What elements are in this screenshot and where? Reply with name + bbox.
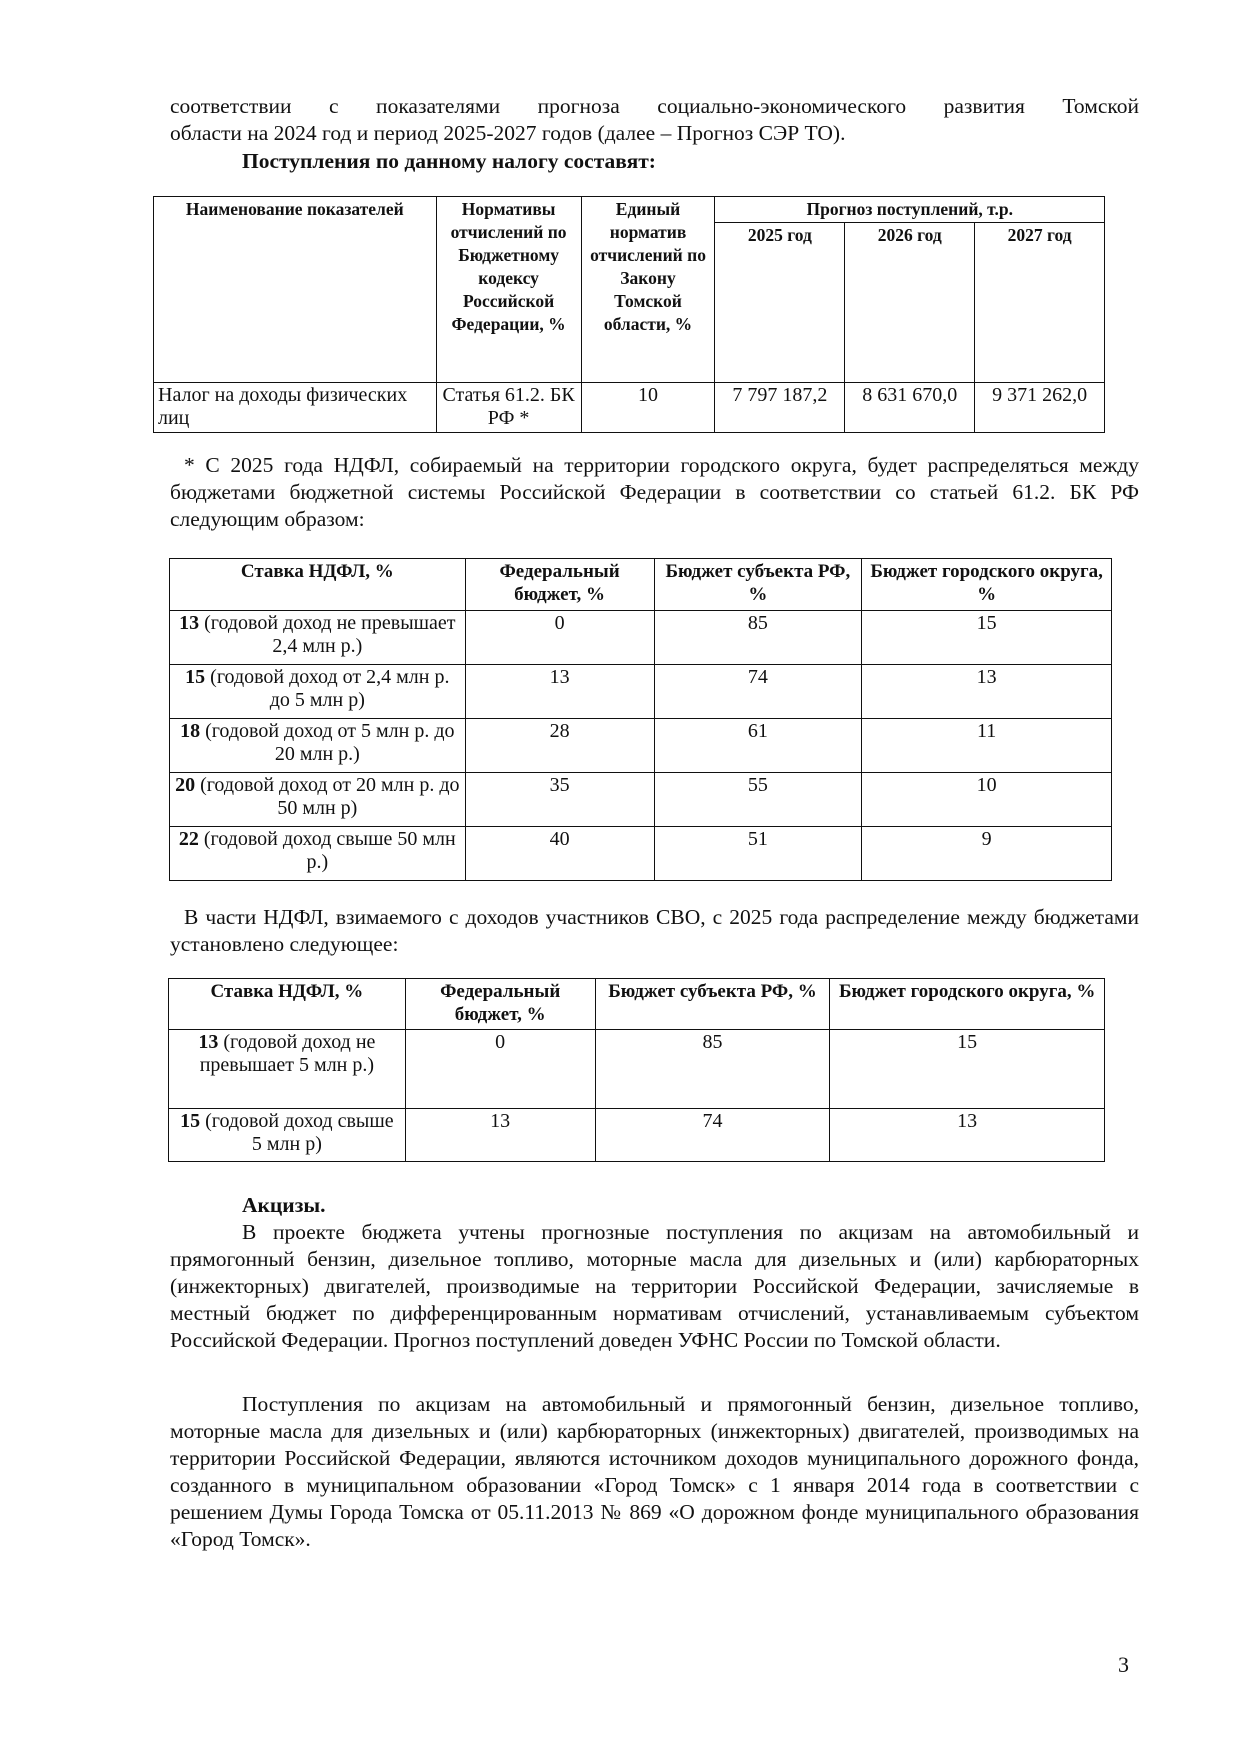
header-name: Наименование показателей (154, 197, 437, 383)
section-heading-ndfl: Поступления по данному налогу составят: (242, 149, 656, 173)
header-norm-law: Единый норматив отчислений по Закону Томской области, % (581, 197, 715, 383)
rate-description: (годовой доход от 20 млн р. до 50 млн р) (195, 774, 460, 819)
row-value-2026: 8 631 670,0 (845, 383, 975, 433)
header-norm-bk: Нормативы отчислений по Бюджетному кодексу Российской Федерации, % (436, 197, 581, 383)
rate-description: (годовой доход свыше 5 млн р) (200, 1110, 394, 1155)
city-share: 9 (862, 827, 1112, 881)
table-row (170, 719, 1112, 773)
header-city: Бюджет городского округа, % (830, 979, 1105, 1030)
header-forecast: Прогноз поступлений, т.р. (715, 197, 1105, 223)
rate-value: 22 (178, 828, 199, 850)
header-federal: Федеральный бюджет, % (465, 559, 654, 611)
header-subject: Бюджет субъекта РФ, % (595, 979, 830, 1030)
header-year-2026: 2026 год (845, 223, 975, 383)
rate-value: 15 (185, 666, 206, 688)
rate-value: 20 (175, 774, 196, 796)
header-federal: Федеральный бюджет, % (405, 979, 595, 1030)
section-heading-excise: Акцизы. (242, 1193, 326, 1217)
federal-share: 13 (405, 1109, 595, 1162)
city-share: 15 (830, 1030, 1105, 1109)
table-row (170, 773, 1112, 827)
city-share: 15 (862, 611, 1112, 665)
rate-description: (годовой доход не превышает 5 млн р.) (199, 1031, 376, 1076)
federal-share: 0 (405, 1030, 595, 1109)
city-share: 11 (862, 719, 1112, 773)
subject-share: 51 (654, 827, 862, 881)
table-row (154, 383, 1105, 433)
svo-distribution-table (168, 978, 1105, 1162)
federal-share: 0 (465, 611, 654, 665)
table-row (170, 611, 1112, 665)
table-row (170, 827, 1112, 881)
page-number: 3 (1118, 1652, 1129, 1677)
header-subject: Бюджет субъекта РФ, % (654, 559, 862, 611)
row-norm-bk: Статья 61.2. БК РФ * (436, 383, 581, 433)
header-year-2025: 2025 год (715, 223, 845, 383)
city-share: 10 (862, 773, 1112, 827)
subject-share: 61 (654, 719, 862, 773)
ndfl-distribution-table (169, 558, 1112, 881)
excise-paragraph-1: В проекте бюджета учтены прогнозные поступления по акцизам на автомобильный и прямогонный бензин, дизельное топливо, моторные масла для дизельных и (или) карбюраторных (инжекторных) двигателей, производимые на территории Российской Федерации, зачисляемые в местный бюджет по дифференцированным нормативам отчислений, устанавливаемым субъектом Российской Федерации. Прогноз поступлений доведен УФНС России по Томской области. (170, 1220, 1139, 1352)
row-value-2027: 9 371 262,0 (975, 383, 1105, 433)
subject-share: 74 (595, 1109, 830, 1162)
rate-description: (годовой доход свыше 50 млн р.) (198, 828, 456, 873)
rate-value: 18 (180, 720, 201, 742)
subject-share: 55 (654, 773, 862, 827)
row-name: Налог на доходы физических лиц (154, 383, 437, 433)
city-share: 13 (862, 665, 1112, 719)
city-share: 13 (830, 1109, 1105, 1162)
subject-share: 85 (595, 1030, 830, 1109)
rate-description: (годовой доход не превышает 2,4 млн р.) (199, 612, 456, 657)
rate-value: 13 (179, 612, 200, 634)
intro-line-1: соответствии с показателями прогноза социально-экономического развития Томской (170, 94, 1139, 118)
table-row (169, 1030, 1105, 1109)
table-row (169, 1109, 1105, 1162)
header-rate: Ставка НДФЛ, % (169, 979, 406, 1030)
svo-text: В части НДФЛ, взимаемого с доходов участников СВО, с 2025 года распределение между бюджетами установлено следующее: (170, 905, 1139, 956)
federal-share: 35 (465, 773, 654, 827)
intro-line-2: области на 2024 год и период 2025-2027 годов (далее – Прогноз СЭР ТО). (170, 121, 846, 145)
row-value-2025: 7 797 187,2 (715, 383, 845, 433)
rate-description: (годовой доход от 5 млн р. до 20 млн р.) (200, 720, 455, 765)
header-city: Бюджет городского округа, % (862, 559, 1112, 611)
federal-share: 13 (465, 665, 654, 719)
federal-share: 40 (465, 827, 654, 881)
table-row (170, 665, 1112, 719)
federal-share: 28 (465, 719, 654, 773)
rate-value: 13 (198, 1031, 219, 1053)
rate-value: 15 (180, 1110, 201, 1132)
subject-share: 74 (654, 665, 862, 719)
row-norm-law: 10 (581, 383, 715, 433)
rate-description: (годовой доход от 2,4 млн р. до 5 млн р) (205, 666, 450, 711)
header-rate: Ставка НДФЛ, % (170, 559, 466, 611)
excise-paragraph-2: Поступления по акцизам на автомобильный и прямогонный бензин, дизельное топливо, моторные масла для дизельных и (или) карбюраторных (инжекторных) двигателей, производимых на территории Российской Федерации, являются источником доходов муниципального дорожного фонда, созданного в муниципальном образовании «Город Томск» с 1 января 2014 года в соответствии с решением Думы Города Томска от 05.11.2013 № 869 «О дорожном фонде муниципального образования «Город Томск». (170, 1392, 1139, 1551)
header-year-2027: 2027 год (975, 223, 1105, 383)
subject-share: 85 (654, 611, 862, 665)
ndfl-forecast-table (153, 196, 1105, 433)
footnote-text: * С 2025 года НДФЛ, собираемый на территории городского округа, будет распределяться между бюджетами бюджетной системы Российской Федерации в соответствии со статьей 61.2. БК РФ следующим образом: (170, 453, 1139, 531)
